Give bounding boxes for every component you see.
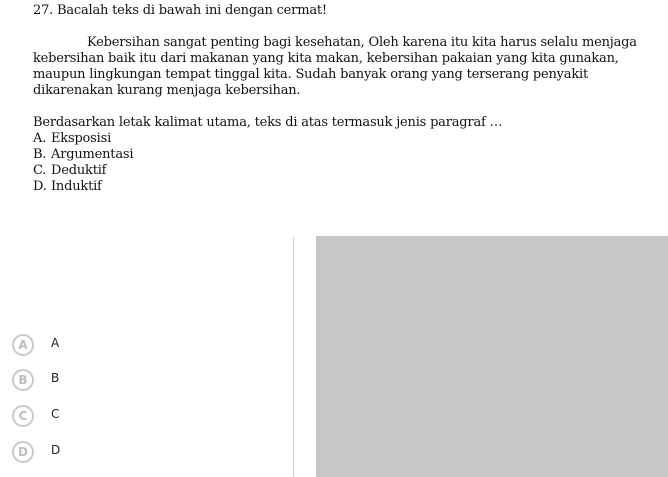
answer-label-b: B <box>51 371 60 385</box>
question-block <box>33 3 663 195</box>
question-option-list <box>33 131 663 195</box>
answer-choice-b[interactable] <box>12 369 212 395</box>
question-prompt: Berdasarkan letak kalimat utama, teks di atas termasuk jenis paragraf … <box>33 115 503 130</box>
radio-b-icon[interactable]: B <box>12 369 34 391</box>
answer-choice-d[interactable] <box>12 441 212 467</box>
question-option-a: A. Eksposisi <box>33 131 112 146</box>
answer-label-a: A <box>51 336 60 350</box>
media-placeholder <box>316 236 668 477</box>
radio-a-icon[interactable]: A <box>12 334 34 356</box>
question-option-b: B. Argumentasi <box>33 147 134 162</box>
question-option-c: C. Deduktif <box>33 163 107 178</box>
answer-label-d: D <box>51 443 61 457</box>
answer-choice-a[interactable] <box>12 334 212 360</box>
answer-choice-c[interactable] <box>12 405 212 431</box>
column-divider <box>293 237 294 477</box>
radio-c-icon[interactable]: C <box>12 405 34 427</box>
radio-d-icon[interactable]: D <box>12 441 34 463</box>
question-passage: Kebersihan sangat penting bagi kesehatan, Oleh karena itu kita harus selalu menjaga kebersihan baik itu dari makanan yang kita makan, kebersihan pakaian yang kita gunakan, maupun lingkungan tempat tinggal kita. Sudah banyak orang yang terserang penyakit dikarenakan kurang menjaga kebersihan. <box>33 35 637 98</box>
question-title: 27. Bacalah teks di bawah ini dengan cermat! <box>33 3 327 18</box>
question-option-d: D. Induktif <box>33 179 102 194</box>
answer-label-c: C <box>51 407 60 421</box>
